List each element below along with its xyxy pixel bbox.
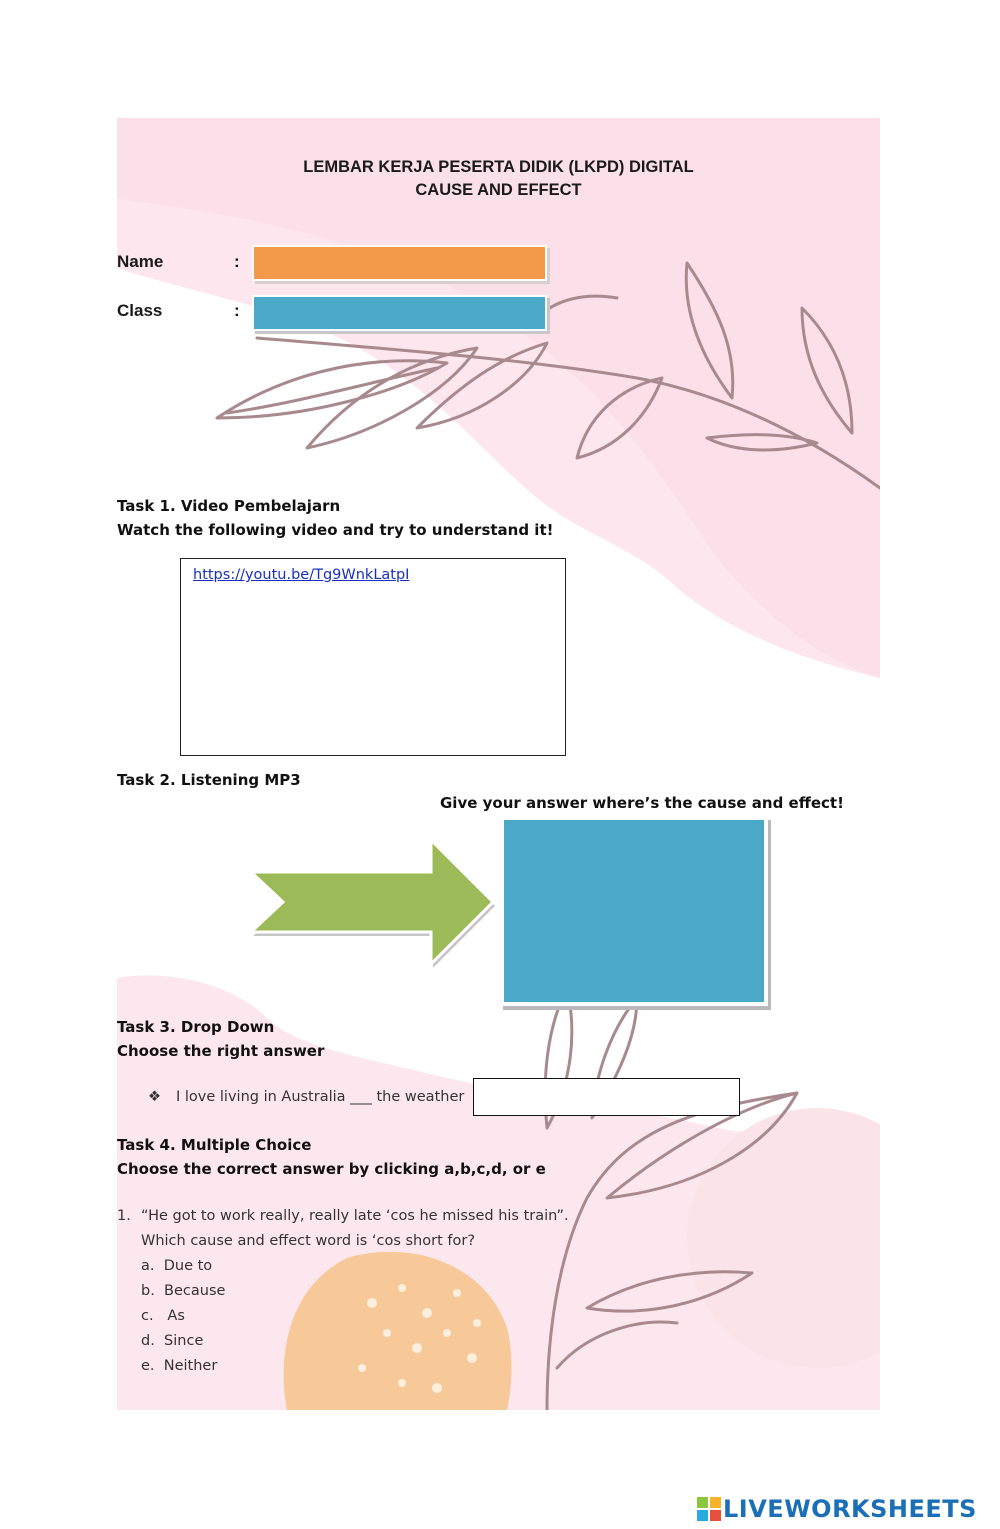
arrow-right-icon bbox=[245, 836, 495, 971]
task3-title: Task 3. Drop Down bbox=[117, 1018, 275, 1036]
task2-instruction: Give your answer where’s the cause and effect! bbox=[440, 794, 844, 812]
option-text: Because bbox=[164, 1283, 226, 1299]
answer-box[interactable] bbox=[500, 816, 768, 1006]
name-input[interactable] bbox=[252, 245, 547, 281]
option-text: Due to bbox=[163, 1258, 213, 1274]
video-box[interactable] bbox=[180, 558, 566, 756]
task1-title: Task 1. Video Pembelajarn bbox=[117, 497, 341, 515]
task3-instruction: Choose the right answer bbox=[117, 1042, 325, 1060]
option-text: As bbox=[167, 1308, 185, 1324]
class-label: Class bbox=[117, 301, 163, 320]
liveworksheets-logo[interactable] bbox=[697, 1496, 977, 1522]
question-text: “He got to work really, really late ‘cos he missed his train”. bbox=[141, 1208, 569, 1224]
task2-title: Task 2. Listening MP3 bbox=[117, 771, 301, 789]
bullet-icon: ❖ bbox=[148, 1089, 161, 1105]
option-a[interactable] bbox=[141, 1258, 212, 1274]
class-input[interactable] bbox=[252, 295, 547, 331]
question-number: 1. bbox=[117, 1208, 131, 1224]
task1-instruction: Watch the following video and try to understand it! bbox=[117, 521, 554, 539]
class-colon: : bbox=[234, 301, 240, 320]
option-text: Since bbox=[164, 1333, 204, 1349]
option-text: Neither bbox=[163, 1358, 218, 1374]
worksheet-title: LEMBAR KERJA PESERTA DIDIK (LKPD) DIGITAL bbox=[303, 158, 694, 176]
name-colon: : bbox=[234, 252, 240, 271]
option-letter: d. bbox=[141, 1333, 155, 1349]
option-d[interactable] bbox=[141, 1333, 203, 1349]
option-b[interactable] bbox=[141, 1283, 225, 1299]
option-letter: a. bbox=[141, 1258, 155, 1274]
drop-down-sentence: I love living in Australia ___ the weather bbox=[176, 1089, 465, 1105]
name-label: Name bbox=[117, 252, 164, 271]
question-subtext: Which cause and effect word is ‘cos short for? bbox=[141, 1233, 476, 1249]
option-letter: c. bbox=[141, 1308, 154, 1324]
logo-text: LIVEWORKSHEETS bbox=[723, 1495, 977, 1523]
task4-title: Task 4. Multiple Choice bbox=[117, 1136, 312, 1154]
worksheet-page bbox=[117, 118, 880, 1410]
logo-icon bbox=[697, 1497, 721, 1521]
option-letter: b. bbox=[141, 1283, 155, 1299]
answer-dropdown[interactable] bbox=[473, 1078, 740, 1116]
video-link[interactable]: https://youtu.be/Tg9WnkLatpI bbox=[193, 567, 410, 583]
option-c[interactable] bbox=[141, 1308, 185, 1324]
option-e[interactable] bbox=[141, 1358, 217, 1374]
task4-instruction: Choose the correct answer by clicking a,b,c,d, or e bbox=[117, 1160, 546, 1178]
option-letter: e. bbox=[141, 1358, 155, 1374]
worksheet-subtitle: CAUSE AND EFFECT bbox=[415, 181, 582, 199]
